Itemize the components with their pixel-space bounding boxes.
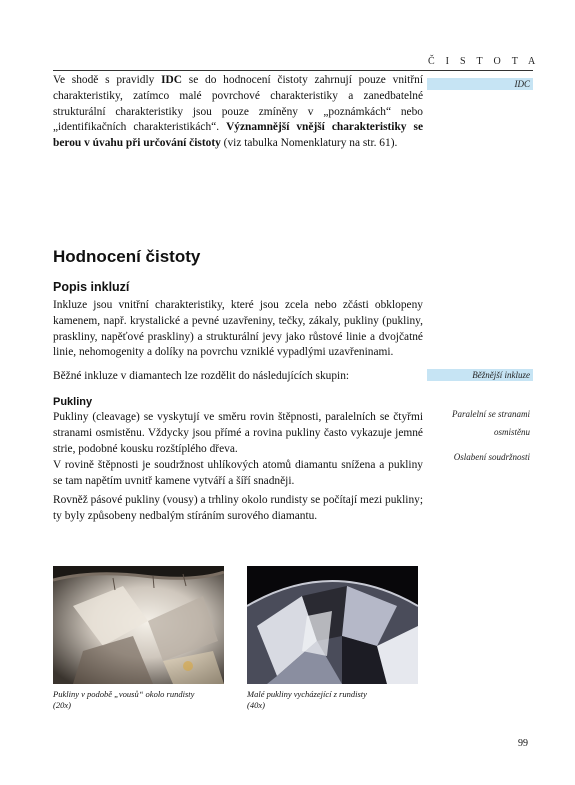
groups-paragraph: Běžné inkluze v diamantech lze rozdělit do následujících skupin: <box>53 370 350 382</box>
figure-2-caption <box>247 689 367 711</box>
section-title: Hodnocení čistoty <box>53 247 201 266</box>
cleavage-paragraph-3: Rovněž pásové pukliny (vousy) a trhliny okolo rundisty se počítají mezi pukliny; ty byly způsobeny nedbalým stíráním surového diamantu. <box>53 494 423 522</box>
section-subtitle: Popis inkluzí <box>53 280 130 294</box>
photo-girdle-fractures <box>247 566 418 684</box>
sidebar-tag-common-inclusions: Běžnější inkluze <box>427 369 533 381</box>
sidebar-note-weakened: Oslabení soudržnosti <box>453 452 530 462</box>
intro-idc-bold: IDC <box>161 74 182 86</box>
intro-emphasis-bold: Významnější vnější charakteristiky se berou v úvahu při určování čistoty <box>53 121 423 150</box>
photo-bearded-girdle <box>53 566 224 684</box>
figure-1-caption <box>53 689 194 711</box>
intro-text-3: (viz tabulka Nomenklatury na str. 61). <box>220 137 398 150</box>
intro-text-1: Ve shodě s pravidly <box>53 74 162 86</box>
intro-paragraph <box>53 73 423 152</box>
figure-1-caption-line2: (20x) <box>53 700 71 710</box>
header-rule <box>53 70 533 71</box>
running-header-title: ČISTOTA <box>428 56 547 67</box>
page-number: 99 <box>518 738 528 749</box>
cleavage-paragraph-1: Pukliny (cleavage) se vyskytují ve směru rovin štěpnosti, paralelních se čtyřmi stranami osmistěnu. Vždycky jsou přímé a rovina pukliny často vykazuje jemné strie, podobné kousku rozštíplého dřeva. <box>53 411 423 455</box>
sidebar-tag-idc: IDC <box>427 78 533 90</box>
sidebar-note-parallel-line1: Paralelní se stranami <box>452 409 530 419</box>
cleavage-heading: Pukliny <box>53 396 93 408</box>
inclusions-paragraph: Inkluze jsou vnitřní charakteristiky, které jsou zcela nebo zčásti obklopeny kamenem, např. krystalické a pevné uzavřeniny, tečky, zákaly, pukliny (pukliny, praskliny, napěťové praskliny) a strukturální jevy jako růstové linie a dvojčatné linie, nehomogenity a dolíky na povrchu vzniklé vypadlými uzavřeninami. <box>53 299 423 359</box>
intro-text-2: se do hodnocení čistoty zahrnují pouze vnitřní charakteristiky, zatímco malé povrchové charakteristiky a zanedbatelné strukturální charakteristiky jsou pouze zmíněny v „poznámkách“ nebo „identifikačních charakteristikách“. <box>53 74 423 134</box>
cleavage-paragraph-2: V rovině štěpnosti je soudržnost uhlíkových atomů diamantu snížena a pukliny se tam napětím uvnitř kamene vytváří a šíří snadněji. <box>53 459 423 487</box>
figure-2-caption-line2: (40x) <box>247 700 265 710</box>
sidebar-note-parallel-line2: osmistěnu <box>494 427 530 437</box>
sidebar-note-parallel <box>427 405 533 441</box>
figure-1-caption-line1: Pukliny v podobě „vousů“ okolo rundisty <box>53 689 195 699</box>
figure-2-caption-line1: Malé pukliny vycházející z rundisty <box>247 689 367 699</box>
